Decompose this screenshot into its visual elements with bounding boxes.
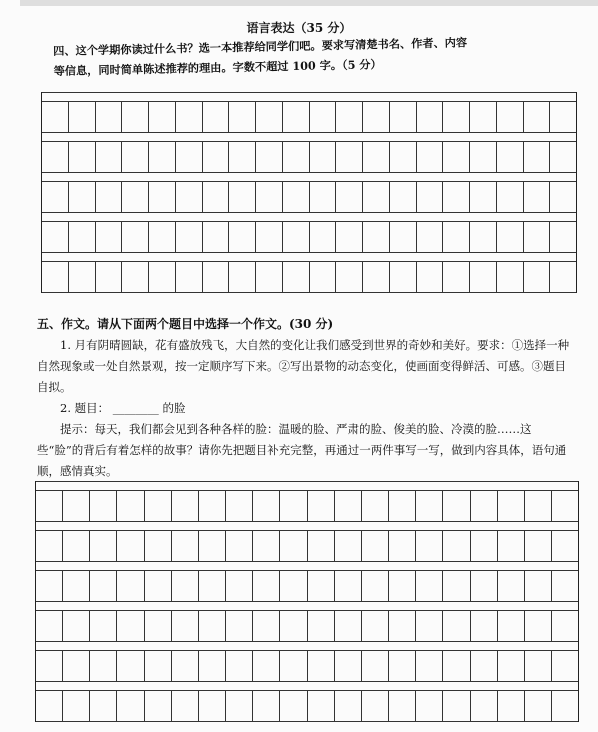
grid-cell[interactable] xyxy=(524,182,551,212)
grid-row-spacer xyxy=(36,641,578,651)
grid-cell[interactable] xyxy=(336,262,363,292)
question-5 xyxy=(37,314,577,482)
grid-cell[interactable] xyxy=(226,531,253,561)
grid-cell[interactable] xyxy=(36,651,63,681)
question-5-heading: 五、作文。请从下面两个题目中选择一个作文。(30 分) xyxy=(37,317,334,331)
answer-grid-question-4[interactable] xyxy=(41,92,577,293)
grid-cell[interactable] xyxy=(145,651,172,681)
grid-cell[interactable] xyxy=(525,611,552,641)
grid-cell[interactable] xyxy=(172,571,199,601)
grid-cell[interactable] xyxy=(416,691,443,721)
grid-cell[interactable] xyxy=(416,571,443,601)
grid-cell[interactable] xyxy=(443,571,470,601)
grid-cell[interactable] xyxy=(149,182,176,212)
grid-cell[interactable] xyxy=(280,571,307,601)
grid-row xyxy=(36,571,578,601)
grid-cell[interactable] xyxy=(443,262,470,292)
grid-cell[interactable] xyxy=(90,531,117,561)
grid-cell[interactable] xyxy=(550,262,576,292)
grid-cell[interactable] xyxy=(471,651,498,681)
grid-cell[interactable] xyxy=(310,102,337,132)
grid-cell[interactable] xyxy=(524,102,551,132)
grid-row xyxy=(36,651,578,681)
grid-cell[interactable] xyxy=(550,182,576,212)
grid-cell[interactable] xyxy=(96,222,123,252)
grid-cell[interactable] xyxy=(443,651,470,681)
grid-cell[interactable] xyxy=(443,102,470,132)
grid-cell[interactable] xyxy=(63,691,90,721)
grid-cell[interactable] xyxy=(310,222,337,252)
essay-topic-2-suffix: 的脸 xyxy=(162,401,186,415)
grid-cell[interactable] xyxy=(417,262,444,292)
grid-cell[interactable] xyxy=(256,262,283,292)
grid-cell[interactable] xyxy=(149,262,176,292)
grid-cell[interactable] xyxy=(253,531,280,561)
grid-row-spacer xyxy=(36,481,578,491)
grid-cell[interactable] xyxy=(524,142,551,172)
grid-cell[interactable] xyxy=(199,611,226,641)
grid-cell[interactable] xyxy=(363,182,390,212)
grid-bottom-border xyxy=(42,292,576,293)
grid-cell[interactable] xyxy=(498,491,525,521)
grid-cell[interactable] xyxy=(363,102,390,132)
grid-cell[interactable] xyxy=(42,182,69,212)
essay-hint: 提示：每天，我们都会见到各种各样的脸：温暖的脸、严肃的脸、俊美的脸、冷漠的脸……这些“脸”的背后有着怎样的故事？请你先把题目补充完整，再通过一两件事写一写，做到内容具体，语句通顺，感情真实。 xyxy=(37,422,567,478)
grid-cell[interactable] xyxy=(229,222,256,252)
grid-cell[interactable] xyxy=(310,262,337,292)
grid-cell[interactable] xyxy=(363,142,390,172)
grid-cell[interactable] xyxy=(203,102,230,132)
grid-cell[interactable] xyxy=(280,531,307,561)
grid-cell[interactable] xyxy=(308,491,335,521)
grid-cell[interactable] xyxy=(443,531,470,561)
grid-row-spacer xyxy=(42,132,576,142)
grid-cell[interactable] xyxy=(362,611,389,641)
grid-cell[interactable] xyxy=(63,531,90,561)
grid-cell[interactable] xyxy=(471,531,498,561)
grid-cell[interactable] xyxy=(36,571,63,601)
grid-cell[interactable] xyxy=(90,651,117,681)
grid-cell[interactable] xyxy=(117,611,144,641)
grid-cell[interactable] xyxy=(336,182,363,212)
grid-cell[interactable] xyxy=(390,262,417,292)
page-top-edge xyxy=(20,0,598,6)
grid-cell[interactable] xyxy=(389,651,416,681)
grid-cell[interactable] xyxy=(416,611,443,641)
grid-cell[interactable] xyxy=(417,142,444,172)
grid-cell[interactable] xyxy=(390,222,417,252)
grid-cell[interactable] xyxy=(390,182,417,212)
grid-bottom-border xyxy=(36,721,578,722)
grid-cell[interactable] xyxy=(199,491,226,521)
grid-cell[interactable] xyxy=(36,691,63,721)
grid-cell[interactable] xyxy=(203,262,230,292)
grid-cell[interactable] xyxy=(253,691,280,721)
grid-cell[interactable] xyxy=(36,531,63,561)
grid-cell[interactable] xyxy=(122,182,149,212)
grid-cell[interactable] xyxy=(443,491,470,521)
grid-cell[interactable] xyxy=(172,611,199,641)
grid-cell[interactable] xyxy=(443,182,470,212)
grid-cell[interactable] xyxy=(283,222,310,252)
grid-row-spacer xyxy=(42,92,576,102)
grid-cell[interactable] xyxy=(417,222,444,252)
grid-cell[interactable] xyxy=(96,262,123,292)
grid-cell[interactable] xyxy=(389,571,416,601)
section-title: 语言表达（35 分） xyxy=(246,21,352,35)
grid-cell[interactable] xyxy=(497,222,524,252)
grid-row xyxy=(36,531,578,561)
grid-cell[interactable] xyxy=(335,571,362,601)
grid-cell[interactable] xyxy=(42,262,69,292)
grid-cell[interactable] xyxy=(280,651,307,681)
grid-cell[interactable] xyxy=(176,142,203,172)
grid-cell[interactable] xyxy=(176,222,203,252)
grid-cell[interactable] xyxy=(253,611,280,641)
grid-cell[interactable] xyxy=(203,142,230,172)
grid-cell[interactable] xyxy=(69,182,96,212)
grid-row-spacer xyxy=(36,521,578,531)
grid-cell[interactable] xyxy=(63,651,90,681)
grid-row xyxy=(36,691,578,721)
grid-cell[interactable] xyxy=(172,691,199,721)
grid-cell[interactable] xyxy=(226,691,253,721)
grid-cell[interactable] xyxy=(203,222,230,252)
grid-cell[interactable] xyxy=(90,491,117,521)
grid-cell[interactable] xyxy=(308,571,335,601)
grid-cell[interactable] xyxy=(498,571,525,601)
grid-cell[interactable] xyxy=(149,102,176,132)
grid-cell[interactable] xyxy=(176,182,203,212)
grid-row-spacer xyxy=(42,172,576,182)
grid-cell[interactable] xyxy=(122,222,149,252)
question-4-line-1: 四、这个学期你读过什么书？选一本推荐给同学们吧。要求写清楚书名、作者、内容 xyxy=(53,35,468,58)
grid-cell[interactable] xyxy=(145,491,172,521)
grid-cell[interactable] xyxy=(416,651,443,681)
grid-cell[interactable] xyxy=(310,142,337,172)
grid-cell[interactable] xyxy=(203,182,230,212)
grid-cell[interactable] xyxy=(550,222,576,252)
grid-cell[interactable] xyxy=(416,491,443,521)
grid-cell[interactable] xyxy=(362,571,389,601)
grid-cell[interactable] xyxy=(149,222,176,252)
grid-cell[interactable] xyxy=(36,611,63,641)
grid-cell[interactable] xyxy=(362,651,389,681)
grid-cell[interactable] xyxy=(470,142,497,172)
grid-cell[interactable] xyxy=(256,102,283,132)
grid-cell[interactable] xyxy=(525,571,552,601)
grid-cell[interactable] xyxy=(308,531,335,561)
grid-cell[interactable] xyxy=(42,142,69,172)
grid-cell[interactable] xyxy=(256,222,283,252)
grid-cell[interactable] xyxy=(443,691,470,721)
grid-cell[interactable] xyxy=(470,182,497,212)
grid-cell[interactable] xyxy=(69,222,96,252)
grid-cell[interactable] xyxy=(417,102,444,132)
grid-cell[interactable] xyxy=(335,651,362,681)
grid-cell[interactable] xyxy=(117,531,144,561)
grid-cell[interactable] xyxy=(145,531,172,561)
grid-cell[interactable] xyxy=(42,102,69,132)
grid-cell[interactable] xyxy=(363,262,390,292)
grid-cell[interactable] xyxy=(525,691,552,721)
grid-cell[interactable] xyxy=(117,651,144,681)
grid-cell[interactable] xyxy=(470,222,497,252)
grid-cell[interactable] xyxy=(362,491,389,521)
grid-cell[interactable] xyxy=(470,102,497,132)
grid-cell[interactable] xyxy=(471,571,498,601)
grid-cell[interactable] xyxy=(96,142,123,172)
grid-cell[interactable] xyxy=(199,691,226,721)
grid-cell[interactable] xyxy=(362,691,389,721)
grid-cell[interactable] xyxy=(552,691,578,721)
grid-row-spacer xyxy=(36,681,578,691)
grid-cell[interactable] xyxy=(389,611,416,641)
grid-cell[interactable] xyxy=(443,611,470,641)
grid-cell[interactable] xyxy=(145,691,172,721)
grid-cell[interactable] xyxy=(172,651,199,681)
grid-cell[interactable] xyxy=(336,102,363,132)
grid-cell[interactable] xyxy=(283,262,310,292)
grid-row xyxy=(42,182,576,212)
grid-cell[interactable] xyxy=(497,262,524,292)
grid-cell[interactable] xyxy=(308,611,335,641)
grid-row-spacer xyxy=(36,561,578,571)
grid-cell[interactable] xyxy=(253,571,280,601)
question-4-line-2: 等信息，同时简单陈述推荐的理由。字数不超过 100 字。（5 分） xyxy=(53,57,382,78)
grid-cell[interactable] xyxy=(308,691,335,721)
grid-cell[interactable] xyxy=(283,182,310,212)
grid-cell[interactable] xyxy=(389,491,416,521)
grid-cell[interactable] xyxy=(90,611,117,641)
grid-cell[interactable] xyxy=(552,571,578,601)
grid-cell[interactable] xyxy=(256,142,283,172)
grid-row xyxy=(42,222,576,252)
grid-cell[interactable] xyxy=(253,651,280,681)
grid-cell[interactable] xyxy=(176,262,203,292)
grid-cell[interactable] xyxy=(283,102,310,132)
grid-cell[interactable] xyxy=(117,691,144,721)
grid-cell[interactable] xyxy=(310,182,337,212)
grid-cell[interactable] xyxy=(226,571,253,601)
grid-cell[interactable] xyxy=(226,611,253,641)
grid-cell[interactable] xyxy=(308,651,335,681)
grid-cell[interactable] xyxy=(199,651,226,681)
grid-cell[interactable] xyxy=(552,531,578,561)
grid-cell[interactable] xyxy=(498,651,525,681)
grid-cell[interactable] xyxy=(550,142,576,172)
grid-cell[interactable] xyxy=(390,142,417,172)
grid-cell[interactable] xyxy=(145,571,172,601)
grid-cell[interactable] xyxy=(283,142,310,172)
grid-cell[interactable] xyxy=(229,182,256,212)
grid-cell[interactable] xyxy=(69,102,96,132)
grid-cell[interactable] xyxy=(389,691,416,721)
grid-cell[interactable] xyxy=(69,262,96,292)
grid-cell[interactable] xyxy=(525,651,552,681)
grid-cell[interactable] xyxy=(280,491,307,521)
grid-cell[interactable] xyxy=(117,571,144,601)
grid-cell[interactable] xyxy=(117,491,144,521)
grid-cell[interactable] xyxy=(336,222,363,252)
grid-cell[interactable] xyxy=(63,491,90,521)
grid-cell[interactable] xyxy=(471,491,498,521)
grid-cell[interactable] xyxy=(497,142,524,172)
grid-cell[interactable] xyxy=(172,491,199,521)
essay-topic-1: 1. 月有阴晴圆缺，花有盛放残飞，大自然的变化让我们感受到世界的奇妙和美好。要求：①选择一种自然现象或一处自然景观，按一定顺序写下来。②写出景物的动态变化，使画面变得鲜活、可感。③题目自拟。 xyxy=(37,338,570,394)
essay-topic-2 xyxy=(37,398,577,419)
essay-title-blank[interactable]: ________ xyxy=(112,401,159,415)
grid-cell[interactable] xyxy=(471,611,498,641)
grid-cell[interactable] xyxy=(122,102,149,132)
grid-row xyxy=(36,491,578,521)
grid-cell[interactable] xyxy=(280,611,307,641)
grid-cell[interactable] xyxy=(443,142,470,172)
grid-cell[interactable] xyxy=(498,611,525,641)
grid-cell[interactable] xyxy=(470,262,497,292)
grid-cell[interactable] xyxy=(226,491,253,521)
grid-row xyxy=(42,102,576,132)
grid-cell[interactable] xyxy=(552,491,578,521)
grid-cell[interactable] xyxy=(63,611,90,641)
grid-row-spacer xyxy=(42,252,576,262)
grid-cell[interactable] xyxy=(199,531,226,561)
grid-cell[interactable] xyxy=(497,102,524,132)
grid-cell[interactable] xyxy=(389,531,416,561)
grid-cell[interactable] xyxy=(335,491,362,521)
grid-cell[interactable] xyxy=(36,491,63,521)
grid-cell[interactable] xyxy=(550,102,576,132)
grid-cell[interactable] xyxy=(552,611,578,641)
grid-cell[interactable] xyxy=(524,222,551,252)
grid-cell[interactable] xyxy=(525,491,552,521)
grid-cell[interactable] xyxy=(122,142,149,172)
grid-cell[interactable] xyxy=(42,222,69,252)
grid-cell[interactable] xyxy=(552,651,578,681)
grid-row xyxy=(42,262,576,292)
grid-cell[interactable] xyxy=(199,571,226,601)
grid-cell[interactable] xyxy=(497,182,524,212)
essay-writing-grid[interactable] xyxy=(35,481,579,722)
grid-cell[interactable] xyxy=(524,262,551,292)
grid-cell[interactable] xyxy=(498,531,525,561)
grid-cell[interactable] xyxy=(335,691,362,721)
grid-cell[interactable] xyxy=(416,531,443,561)
grid-cell[interactable] xyxy=(226,651,253,681)
grid-cell[interactable] xyxy=(390,102,417,132)
grid-cell[interactable] xyxy=(145,611,172,641)
grid-cell[interactable] xyxy=(253,491,280,521)
grid-cell[interactable] xyxy=(69,142,96,172)
grid-cell[interactable] xyxy=(229,102,256,132)
grid-cell[interactable] xyxy=(176,102,203,132)
grid-cell[interactable] xyxy=(471,691,498,721)
grid-cell[interactable] xyxy=(363,222,390,252)
grid-row-spacer xyxy=(36,601,578,611)
grid-cell[interactable] xyxy=(362,531,389,561)
essay-topic-2-prefix: 2. 题目： xyxy=(60,401,110,415)
grid-cell[interactable] xyxy=(336,142,363,172)
grid-cell[interactable] xyxy=(525,531,552,561)
grid-cell[interactable] xyxy=(335,611,362,641)
grid-cell[interactable] xyxy=(96,182,123,212)
grid-cell[interactable] xyxy=(498,691,525,721)
grid-row xyxy=(42,142,576,172)
grid-cell[interactable] xyxy=(172,531,199,561)
grid-row-spacer xyxy=(42,212,576,222)
grid-cell[interactable] xyxy=(229,262,256,292)
grid-cell[interactable] xyxy=(443,222,470,252)
grid-cell[interactable] xyxy=(417,182,444,212)
grid-cell[interactable] xyxy=(229,142,256,172)
grid-cell[interactable] xyxy=(256,182,283,212)
grid-cell[interactable] xyxy=(149,142,176,172)
grid-cell[interactable] xyxy=(280,691,307,721)
grid-cell[interactable] xyxy=(63,571,90,601)
question-4 xyxy=(53,31,524,81)
grid-row xyxy=(36,611,578,641)
grid-cell[interactable] xyxy=(122,262,149,292)
grid-cell[interactable] xyxy=(90,691,117,721)
grid-cell[interactable] xyxy=(90,571,117,601)
grid-cell[interactable] xyxy=(96,102,123,132)
grid-cell[interactable] xyxy=(335,531,362,561)
